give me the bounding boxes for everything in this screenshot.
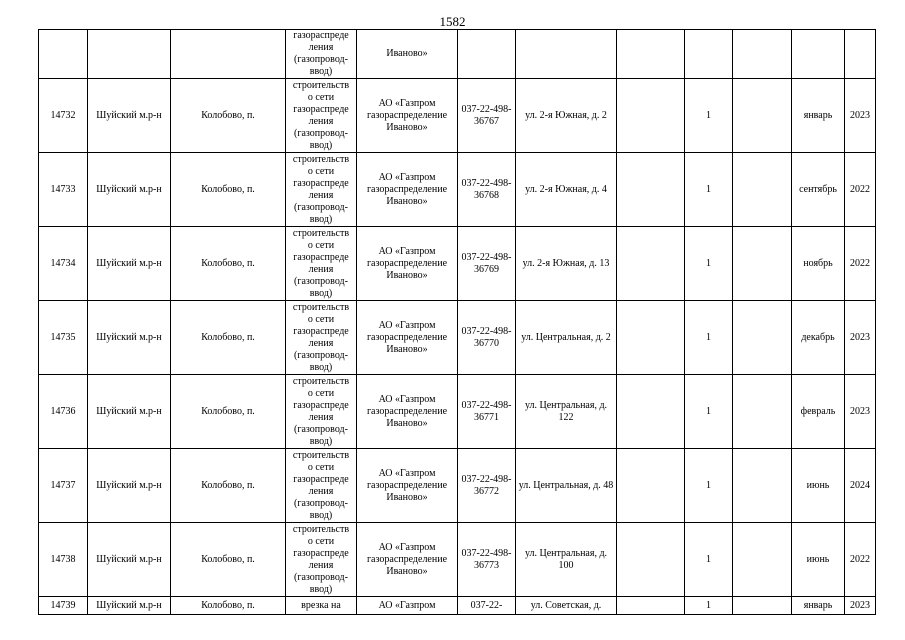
cell-district: Шуйский м.р-н [88,301,171,375]
cell-org: АО «Газпром газораспределение Иваново» [357,375,458,449]
cell-address: ул. Советская, д. [516,597,617,615]
cell-org: АО «Газпром газораспределение Иваново» [357,301,458,375]
cell-address [516,30,617,79]
cell-address: ул. 2-я Южная, д. 13 [516,227,617,301]
cell-year: 2023 [845,375,876,449]
cell-blank [733,523,792,597]
cell-blank [733,227,792,301]
cell-locality [171,30,286,79]
cell-blank [617,79,685,153]
cell-blank [617,449,685,523]
table-row [39,449,876,523]
cell-count: 1 [685,153,733,227]
cell-month: ноябрь [792,227,845,301]
cell-blank [617,153,685,227]
cell-locality: Колобово, п. [171,375,286,449]
cell-blank [733,375,792,449]
cell-id [39,30,88,79]
cell-code: 037-22-498-36773 [458,523,516,597]
table-row [39,79,876,153]
cell-address: ул. 2-я Южная, д. 4 [516,153,617,227]
cell-locality: Колобово, п. [171,449,286,523]
cell-locality: Колобово, п. [171,523,286,597]
table-body [39,30,876,615]
page-number: 1582 [439,14,466,29]
cell-work: строительств о сети газораспреде ления (газопровод- ввод) [286,375,357,449]
cell-blank [733,30,792,79]
cell-month: июнь [792,449,845,523]
cell-district: Шуйский м.р-н [88,79,171,153]
cell-address: ул. Центральная, д. 100 [516,523,617,597]
table-row [39,301,876,375]
cell-blank [617,301,685,375]
cell-org: АО «Газпром газораспределение Иваново» [357,153,458,227]
cell-code [458,30,516,79]
cell-id: 14737 [39,449,88,523]
cell-code: 037-22-498-36769 [458,227,516,301]
cell-month [792,30,845,79]
cell-count: 1 [685,523,733,597]
cell-year: 2023 [845,79,876,153]
cell-address: ул. Центральная, д. 122 [516,375,617,449]
cell-month: декабрь [792,301,845,375]
cell-year: 2022 [845,523,876,597]
cell-id: 14733 [39,153,88,227]
cell-id: 14735 [39,301,88,375]
cell-blank [733,301,792,375]
cell-work: строительств о сети газораспреде ления (газопровод- ввод) [286,523,357,597]
cell-year: 2022 [845,227,876,301]
cell-work: строительств о сети газораспреде ления (газопровод- ввод) [286,153,357,227]
cell-blank [733,153,792,227]
cell-address: ул. Центральная, д. 2 [516,301,617,375]
cell-count: 1 [685,375,733,449]
cell-work: строительств о сети газораспреде ления (газопровод- ввод) [286,301,357,375]
cell-month: февраль [792,375,845,449]
cell-blank [617,375,685,449]
table-row [39,227,876,301]
cell-address: ул. Центральная, д. 48 [516,449,617,523]
cell-year: 2024 [845,449,876,523]
cell-locality: Колобово, п. [171,153,286,227]
cell-year: 2022 [845,153,876,227]
cell-district: Шуйский м.р-н [88,227,171,301]
cell-blank [617,523,685,597]
cell-blank [617,227,685,301]
table-row [39,375,876,449]
cell-count: 1 [685,449,733,523]
cell-work: строительств о сети газораспреде ления (газопровод- ввод) [286,227,357,301]
cell-locality: Колобово, п. [171,301,286,375]
cell-month: июнь [792,523,845,597]
cell-count [685,30,733,79]
cell-work: врезка на [286,597,357,615]
table-row [39,153,876,227]
table-row [39,523,876,597]
cell-count: 1 [685,597,733,615]
cell-district: Шуйский м.р-н [88,375,171,449]
cell-code: 037-22-498-36772 [458,449,516,523]
cell-locality: Колобово, п. [171,227,286,301]
cell-blank [733,449,792,523]
cell-org: АО «Газпром газораспределение Иваново» [357,449,458,523]
cell-count: 1 [685,227,733,301]
cell-address: ул. 2-я Южная, д. 2 [516,79,617,153]
cell-id: 14734 [39,227,88,301]
cell-id: 14738 [39,523,88,597]
cell-org: АО «Газпром газораспределение Иваново» [357,79,458,153]
cell-month: январь [792,597,845,615]
cell-locality: Колобово, п. [171,79,286,153]
cell-blank [733,79,792,153]
cell-blank [617,597,685,615]
cell-work: газораспреде ления (газопровод- ввод) [286,30,357,79]
cell-work: строительств о сети газораспреде ления (газопровод- ввод) [286,449,357,523]
table-row-partial [39,30,876,79]
cell-district [88,30,171,79]
cell-org: АО «Газпром [357,597,458,615]
cell-id: 14732 [39,79,88,153]
cell-id: 14739 [39,597,88,615]
cell-code: 037-22-498-36770 [458,301,516,375]
cell-org: Иваново» [357,30,458,79]
cell-code: 037-22-498-36771 [458,375,516,449]
cell-district: Шуйский м.р-н [88,153,171,227]
cell-id: 14736 [39,375,88,449]
cell-blank [733,597,792,615]
cell-code: 037-22-498-36767 [458,79,516,153]
cell-count: 1 [685,301,733,375]
cell-work: строительств о сети газораспреде ления (газопровод- ввод) [286,79,357,153]
cell-month: январь [792,79,845,153]
cell-code: 037-22- [458,597,516,615]
table-row-last [39,597,876,615]
cell-count: 1 [685,79,733,153]
register-table [38,29,876,615]
cell-year [845,30,876,79]
cell-year: 2023 [845,301,876,375]
cell-blank [617,30,685,79]
cell-district: Шуйский м.р-н [88,449,171,523]
cell-district: Шуйский м.р-н [88,597,171,615]
cell-district: Шуйский м.р-н [88,523,171,597]
cell-org: АО «Газпром газораспределение Иваново» [357,523,458,597]
cell-code: 037-22-498-36768 [458,153,516,227]
cell-year: 2023 [845,597,876,615]
cell-org: АО «Газпром газораспределение Иваново» [357,227,458,301]
cell-locality: Колобово, п. [171,597,286,615]
cell-month: сентябрь [792,153,845,227]
